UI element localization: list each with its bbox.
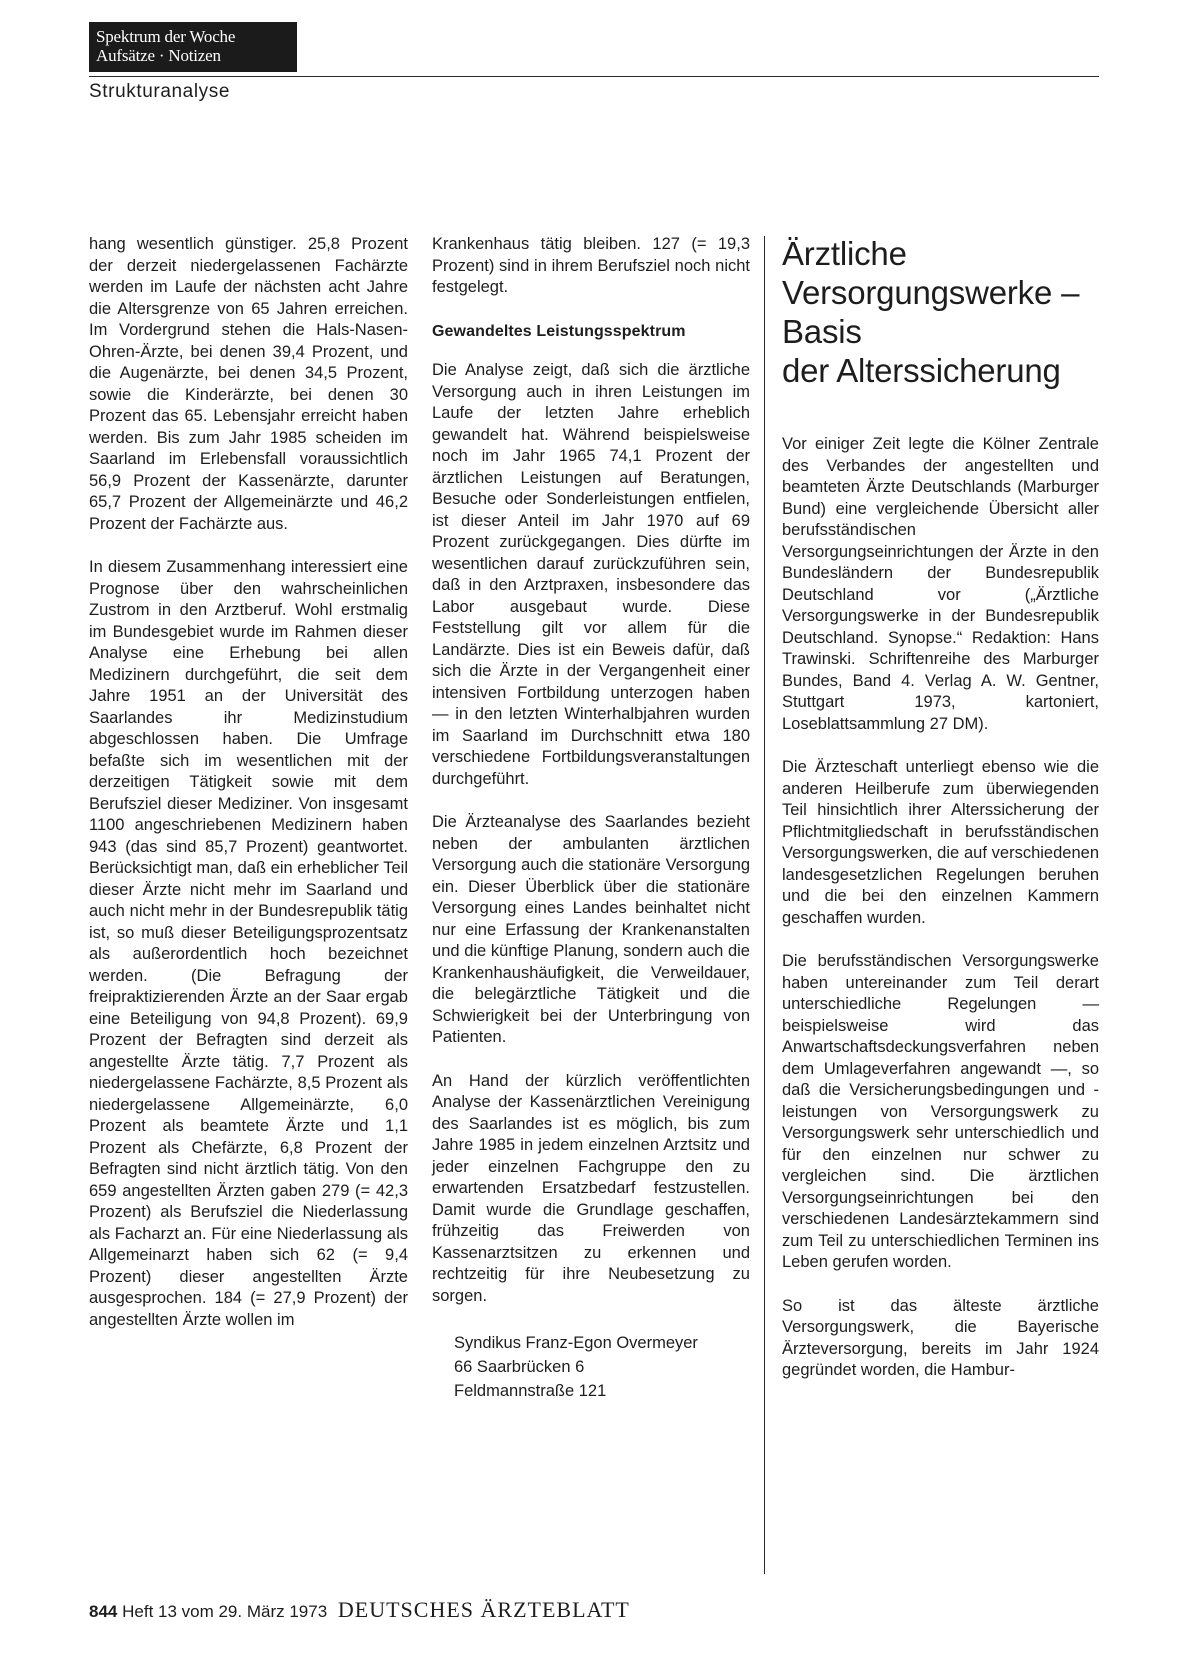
headline-line: Versorgungswerke – [782,274,1080,311]
issue-info: Heft 13 vom 29. März 1973 [122,1602,328,1621]
column-divider [764,236,765,1574]
paragraph: Die Ärzteanalyse des Saarlandes bezieht neben der ambulanten ärztlichen Versorgung auch die stationäre Versorgung ein. Dieser Überblick über die stationäre Versorgung eines Landes beinhaltet nicht nur eine Erfassung der Krankenanstalten und die künftige Planung, sondern auch die Krankenhaushäufigkeit, die Verweildauer, die belegärztliche Tätigkeit und die Schwierigkeit bei der Unterbringung von Patienten. [432,813,750,1046]
author-city: 66 Saarbrücken 6 [454,1358,585,1376]
column-3 [782,234,1099,1404]
author-signature [432,1331,750,1403]
section-header-box [89,22,297,72]
headline-line: Basis [782,313,862,350]
journal-name: DEUTSCHES ÄRZTEBLATT [337,1597,630,1622]
column-1 [89,234,408,1353]
paragraph: An Hand der kürzlich veröffentlichten Analyse der Kassenärztlichen Vereinigung des Saarlandes ist es möglich, bis zum Jahre 1985 in jedem einzelnen Arztsitz und jeder einzelnen Fachgruppe den zu erwartenden Ersatzbedarf festzustellen. Damit wurde die Grundlage geschaffen, frühzeitig das Freiwerden von Kassenarztsitzen zu erkennen und rechtzeitig für ihre Neubesetzung zu sorgen. [432,1071,750,1305]
paragraph: Die berufsständischen Versorgungswerke haben untereinander zum Teil derart unterschiedliche Regelungen — beispielsweise wird das Anwartschaftsdeckungsverfahren neben dem Umlageverfahren angewandt —, so daß die Versicherungsbedingungen und -leistungen von Versorgungswerk zu Versorgungswerk sehr unterschiedlich und für den einzelnen nur schwer zu vergleichen sind. Die ärztlichen Versorgungseinrichtungen bei den verschiedenen Landesärztekammern sind zum Teil zu unterschiedlichen Terminen ins Leben gerufen worden. [782,952,1099,1271]
article-headline [782,234,1099,390]
column-2 [432,234,750,1403]
paragraph: Vor einiger Zeit legte die Kölner Zentrale des Verbandes der angestellten und beamteten Ärzte Deutschlands (Marburger Bund) eine vergleichende Übersicht aller berufsständischen Versorgungseinrichtungen der Ärzte in den Bundesländern der Bundesrepublik Deutschland vor („Ärztliche Versorgungswerke in der Bundesrepublik Deutschland. Synopse.“ Redaktion: Hans Trawinski. Schriftenreihe des Marburger Bundes, Band 4. Verlag A. W. Gentner, Stuttgart 1973, kartoniert, Loseblattsammlung 27 DM). [782,435,1099,733]
paragraph: Die Ärzteschaft unterliegt ebenso wie die anderen Heilberufe zum überwiegenden Teil hinsichtlich ihrer Alterssicherung der Pflichtmitgliedschaft in berufsständischen Versorgungswerken, die auf verschiedenen landesgesetzlichen Regelungen beruhen und die bei den einzelnen Kammern geschaffen wurden. [782,758,1099,927]
paragraph: Die Analyse zeigt, daß sich die ärztliche Versorgung auch in ihren Leistungen im Laufe der letzten Jahre erheblich gewandelt hat. Während beispielsweise noch im Jahr 1965 74,1 Prozent der ärztlichen Leistungen auf Beratungen, Besuche oder Sonderleistungen entfielen, ist dieser Anteil im Jahr 1970 auf 69 Prozent zurückgegangen. Dies dürfte im wesentlichen darauf zurückzuführen sein, daß in den Arztpraxen, insbesondere das Labor ausgebaut wurde. Diese Feststellung gilt vor allem für die Landärzte. Dies ist ein Beweis dafür, daß sich die Ärzte in der Vergangenheit einer intensiven Fortbildung unterzogen haben — in den letzten Winterhalbjahren wurden im Saarland im Durchschnitt etwa 180 verschiedene Fortbildungsveranstaltungen durchgeführt. [432,361,750,788]
author-name: Syndikus Franz-Egon Overmeyer [454,1334,698,1352]
section-label: Strukturanalyse [89,81,231,102]
headline-line: der Alterssicherung [782,352,1061,389]
page-number: 844 [89,1602,118,1621]
top-rule [89,76,1099,77]
paragraph: Krankenhaus tätig bleiben. 127 (= 19,3 Prozent) sind in ihrem Berufsziel noch nicht festgelegt. [432,235,750,296]
paragraph: hang wesentlich günstiger. 25,8 Prozent der derzeit niedergelassenen Fachärzte werden im Laufe der nächsten acht Jahre die Altersgrenze von 65 Jahren erreichen. Im Vordergrund stehen die Hals-Nasen-Ohren-Ärzte, bei denen 39,4 Prozent, und die Augenärzte, bei denen 34,5 Prozent, sowie die Kinderärzte, bei denen 30 Prozent das 65. Lebensjahr erreicht haben werden. Bis zum Jahr 1985 scheiden im Saarland im Erlebensfall voraussichtlich 56,9 Prozent der Kassenärzte, darunter 65,7 Prozent der Allgemeinärzte und 46,2 Prozent der Fachärzte aus. [89,235,408,533]
paragraph: In diesem Zusammenhang interessiert eine Prognose über den wahrscheinlichen Zustrom in den Arztberuf. Wohl erstmalig im Bundesgebiet wurde im Rahmen dieser Analyse eine Erhebung bei allen Medizinern durchgeführt, die seit dem Jahre 1951 an der Universität des Saarlandes ihr Medizinstudium abgeschlossen haben. Die Umfrage befaßte sich im wesentlichen mit der derzeitigen Tätigkeit sowie mit dem Berufsziel dieser Mediziner. Von insgesamt 1100 angeschriebenen Medizinern haben 943 (das sind 85,7 Prozent) geantwortet. Berücksichtigt man, daß ein erheblicher Teil dieser Ärzte nicht mehr im Saarland und auch nicht mehr in der Bundesrepublik tätig ist, so muß dieser Beteiligungsprozentsatz als außerordentlich hoch bezeichnet werden. (Die Befragung der freipraktizierenden Ärzte an der Saar ergab eine Beteiligung von 94,8 Prozent). 69,9 Prozent der Befragten sind derzeit als angestellte Ärzte tätig. 7,7 Prozent als niedergelassene Fachärzte, 8,5 Prozent als niedergelassene Allgemeinärzte, 6,0 Prozent als beamtete Ärzte und 1,1 Prozent als Chefärzte, 6,8 Prozent der Befragten sind nicht ärztlich tätig. Von den 659 angestellten Ärzten gaben 279 (= 42,3 Prozent) als Berufsziel die Niederlassung als Facharzt an. Für eine Niederlassung als Allgemeinarzt haben sich 62 (= 9,4 Prozent) dieser angestellten Ärzte ausgesprochen. 184 (= 27,9 Prozent) der angestellten Ärzte wollen im [89,558,408,1329]
headline-line: Ärztliche [782,235,907,272]
author-street: Feldmannstraße 121 [454,1382,607,1400]
subheading: Gewandeltes Leistungsspektrum [432,322,686,340]
header-line-2: Aufsätze · Notizen [96,46,221,65]
header-line-1: Spektrum der Woche [96,27,236,46]
paragraph: So ist das älteste ärztliche Versorgungswerk, die Bayerische Ärzteversorgung, bereits im Jahr 1924 gegründet worden, die Hambur- [782,1296,1099,1379]
page-footer [89,1597,630,1623]
